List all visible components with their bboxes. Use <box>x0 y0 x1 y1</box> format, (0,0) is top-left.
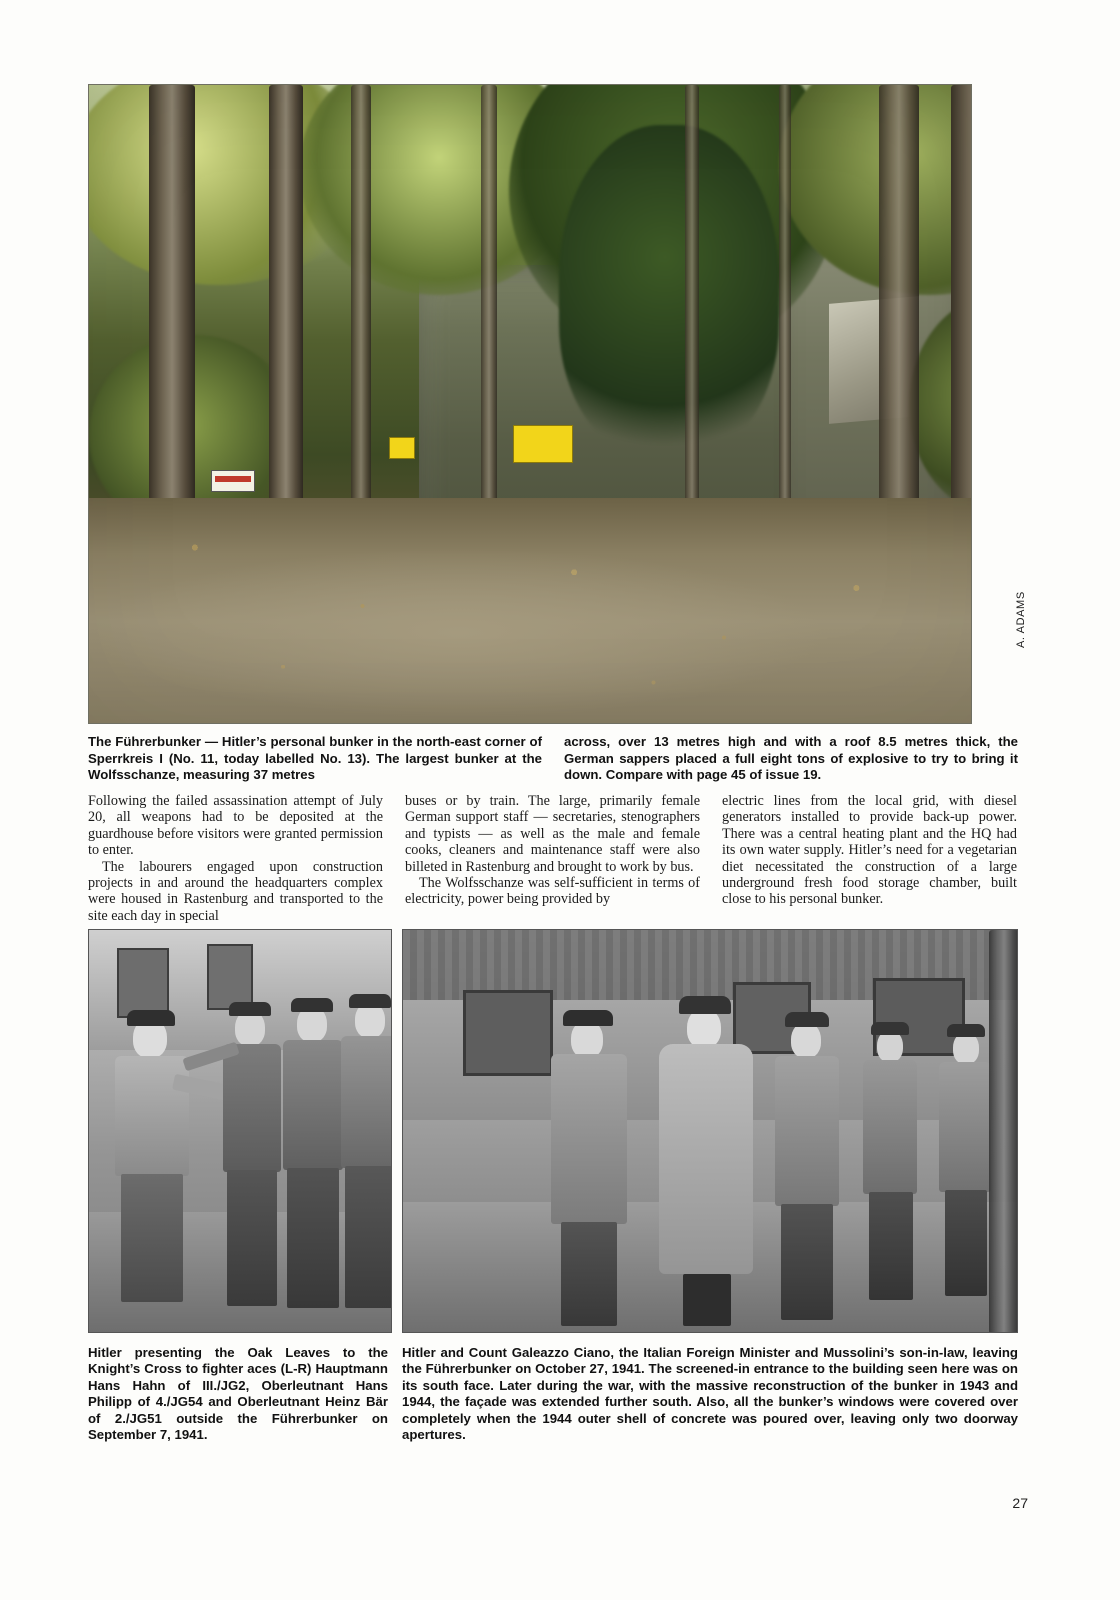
body-column-3 <box>722 793 1017 924</box>
tree-trunk-4 <box>481 85 497 555</box>
bl-officer1-tunic <box>223 1044 281 1172</box>
body-paragraph: electric lines from the local grid, with diesel generators installed to provide back-up power. There was a central heating plant and the HQ had its own water supply. Hitler’s need for a vegetarian diet necessitated the construction of a large underground fresh food storage chamber, built close to his personal bunker. <box>722 793 1017 908</box>
br-hitler-greatcoat <box>551 1054 627 1224</box>
br-window-left <box>463 990 553 1076</box>
br-officer1-trousers <box>781 1204 833 1320</box>
br-tree-trunk <box>989 930 1018 1333</box>
br-hitler-cap <box>563 1010 613 1026</box>
bl-officer3-cap <box>349 994 391 1008</box>
page-number: 27 <box>1012 1495 1028 1511</box>
body-paragraph: buses or by train. The large, primarily female German support staff — secretaries, stenographers and typists — as well as the male and female cooks, cleaners and maintenance staff were also billeted in Rastenburg and brought to work by bus. <box>405 793 700 875</box>
br-ciano-boots <box>683 1274 731 1326</box>
yellow-sign-left <box>389 437 415 459</box>
br-officer2-trousers <box>869 1192 913 1300</box>
bl-figure-officer-3 <box>333 990 392 1322</box>
body-paragraph: Following the failed assassination attempt of July 20, all weapons had to be deposited at the guardhouse before visitors were granted permission to enter. <box>88 793 383 859</box>
body-column-1 <box>88 793 383 924</box>
br-officer3-tunic <box>939 1062 991 1192</box>
br-officer1-tunic <box>775 1056 839 1206</box>
article-body <box>88 793 1018 924</box>
photo-credit: A. ADAMS <box>1015 591 1027 648</box>
br-figure-officer-2 <box>855 1012 927 1302</box>
bl-window-right <box>207 944 253 1010</box>
bl-window-left <box>117 948 169 1018</box>
br-officer3-cap <box>947 1024 985 1037</box>
body-paragraph: The Wolfsschanze was self-sufficient in terms of electricity, power being provided by <box>405 875 700 908</box>
br-officer3-trousers <box>945 1190 987 1296</box>
tree-trunk-5 <box>685 85 699 515</box>
bottom-left-caption: Hitler presenting the Oak Leaves to the Knight’s Cross to fighter aces (L-R) Hauptmann Hans Hahn of III./JG2, Oberleutnant Hans Philipp of 4./JG54 and Oberleutnant Heinz Bär of 2./JG51 outside the Führerbunker on September 7, 1941. <box>88 1345 388 1443</box>
top-photo-caption <box>88 734 1018 784</box>
top-caption-left-column: The Führerbunker — Hitler’s personal bunker in the north-east corner of Sperrkreis I (No. 11, today labelled No. 13). The largest bunker at the Wolfsschanze, measuring 37 metres <box>88 734 542 783</box>
br-figure-officer-1 <box>765 1000 851 1320</box>
br-hitler-trousers <box>561 1222 617 1326</box>
top-photograph <box>88 84 972 724</box>
br-officer1-cap <box>785 1012 829 1027</box>
foliage-conifer <box>559 125 779 455</box>
br-officer1-head <box>791 1022 821 1058</box>
bottom-right-photograph <box>402 929 1018 1333</box>
top-caption-right-column: across, over 13 metres high and with a roof 8.5 metres thick, the German sappers placed a full eight tons of explosive to try to bring it down. Compare with page 45 of issue 19. <box>564 734 1018 783</box>
br-officer2-tunic <box>863 1060 917 1194</box>
bl-officer1-cap <box>229 1002 271 1016</box>
bottom-right-caption: Hitler and Count Galeazzo Ciano, the Italian Foreign Minister and Mussolini’s son-in-law, leaving the Führerbunker on October 27, 1941. The screened-in entrance to the building seen here was on its south face. Later during the war, with the massive reconstruction of the bunker in 1943 and 1944, the façade was extended further south. Also, all the bunker’s windows were covered over completely when the 1944 outer shell of concrete was poured over, leaving only two doorway apertures. <box>402 1345 1018 1443</box>
forest-floor <box>89 498 971 723</box>
br-figure-hitler <box>543 998 639 1328</box>
bl-hitler-trousers <box>121 1174 183 1302</box>
yellow-sign-centre <box>513 425 573 463</box>
bottom-left-photograph <box>88 929 392 1333</box>
bl-officer2-trousers <box>287 1168 339 1308</box>
red-white-trail-marker <box>211 470 255 492</box>
br-ciano-cap <box>679 996 731 1014</box>
br-officer2-cap <box>871 1022 909 1035</box>
trail-marker-stripe <box>215 476 251 482</box>
body-paragraph: The labourers engaged upon construction projects in and around the headquarters complex were housed in Rastenburg and transported to the site each day in special <box>88 858 383 924</box>
bl-hitler-cap <box>127 1010 175 1026</box>
bl-officer3-trousers <box>345 1166 392 1308</box>
tree-trunk-6 <box>779 85 791 505</box>
bl-officer2-cap <box>291 998 333 1012</box>
br-ciano-overcoat <box>659 1044 753 1274</box>
body-column-2 <box>405 793 700 924</box>
br-ciano-head <box>687 1008 721 1048</box>
br-figure-ciano <box>653 986 763 1330</box>
bl-officer3-tunic <box>341 1036 392 1168</box>
bl-officer1-trousers <box>227 1170 277 1306</box>
